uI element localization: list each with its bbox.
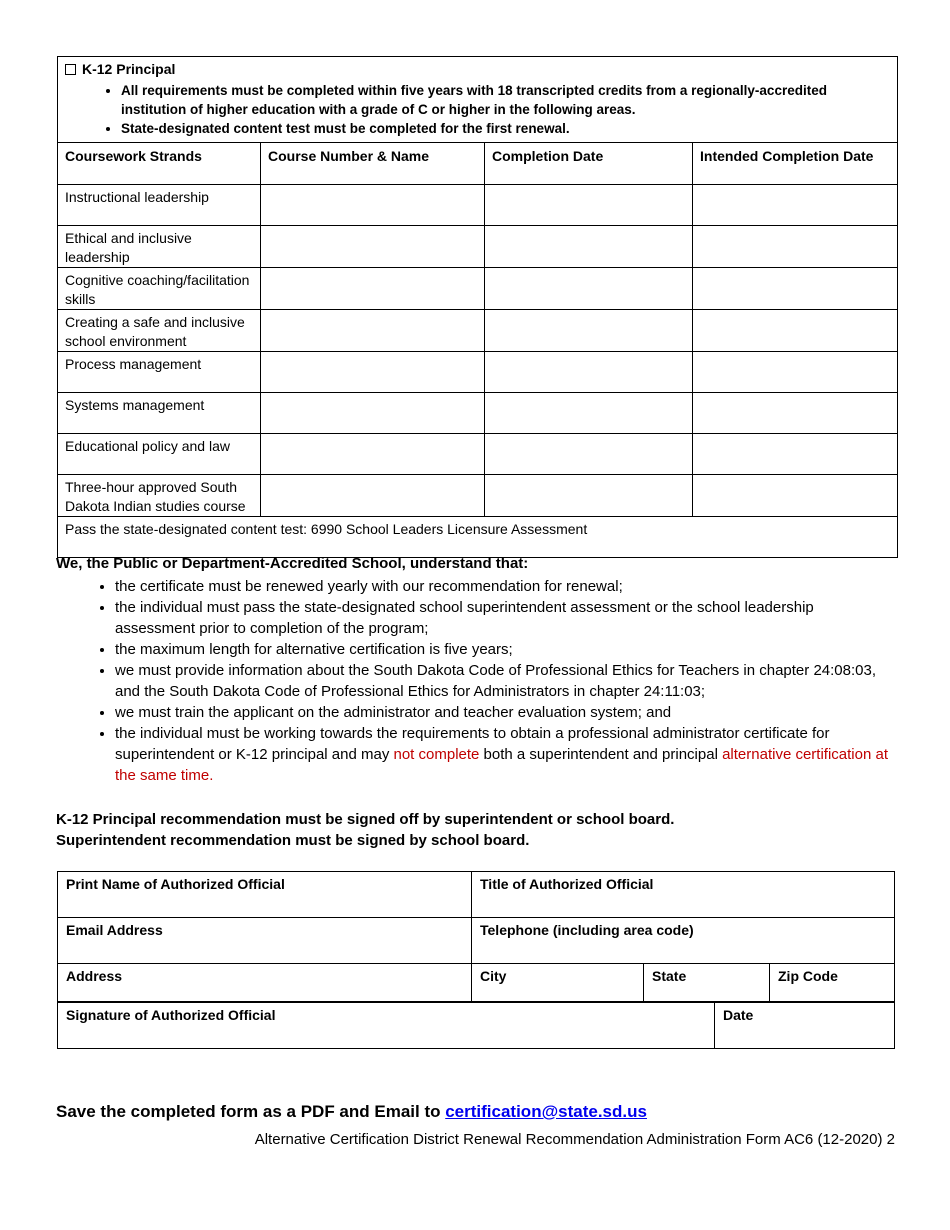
list-item	[115, 723, 896, 786]
strand-label: Ethical and inclusive leadership	[58, 226, 261, 268]
understanding-lead: We, the Public or Department-Accredited School, understand that:	[56, 555, 529, 572]
intended-completion-date-cell[interactable]	[693, 310, 898, 352]
principal-option	[65, 60, 890, 79]
course-number-name-cell[interactable]	[261, 268, 485, 310]
principal-bullet: • All requirements must be completed within five years with 18 transcripted credits from a regionally-accredited institution of higher education with a grade of C or higher in the following areas.	[121, 81, 890, 119]
table-row	[58, 434, 898, 475]
course-number-name-cell[interactable]	[261, 185, 485, 226]
list-item: • the individual must pass the state-designated school superintendent assessment or the school leadership assessment prior to completion of the program;	[115, 597, 896, 639]
certification-email-link[interactable]: certification@state.sd.us	[445, 1102, 647, 1121]
city-field[interactable]	[472, 964, 644, 1003]
official-title-field[interactable]	[472, 872, 895, 918]
list-item: • the certificate must be renewed yearly with our recommendation for renewal;	[115, 576, 896, 597]
list-item: • we must provide information about the South Dakota Code of Professional Ethics for Teachers in chapter 24:08:03, and the South Dakota Code of Professional Ethics for Administrators in chapter 24:11:03;	[115, 660, 896, 702]
header-course-number-name: Course Number & Name	[261, 143, 485, 185]
principal-title: K-12 Principal	[82, 61, 176, 77]
table-row	[58, 226, 898, 268]
table-row	[58, 185, 898, 226]
form-identifier: Alternative Certification District Renewal Recommendation Administration Form AC6 (12-2020) 2	[254, 1131, 895, 1148]
completion-date-cell[interactable]	[485, 310, 693, 352]
save-instruction	[56, 1102, 647, 1122]
strand-label: Cognitive coaching/facilitation skills	[58, 268, 261, 310]
strand-label: Systems management	[58, 393, 261, 434]
signature-table	[57, 871, 895, 1049]
completion-date-cell[interactable]	[485, 352, 693, 393]
address-label: Address	[66, 968, 123, 984]
course-number-name-cell[interactable]	[261, 393, 485, 434]
signoff-notes	[56, 809, 896, 851]
email-label: Email Address	[66, 922, 163, 938]
course-number-name-cell[interactable]	[261, 352, 485, 393]
signature-field[interactable]	[58, 1002, 715, 1049]
intended-completion-date-cell[interactable]	[693, 434, 898, 475]
zip-code-label: Zip Code	[778, 968, 838, 984]
warning-text: not complete	[393, 746, 480, 763]
signature-label: Signature of Authorized Official	[66, 1007, 276, 1023]
intended-completion-date-cell[interactable]	[693, 226, 898, 268]
warning-text: alternative certification at the same time.	[115, 746, 888, 784]
address-field[interactable]	[58, 964, 472, 1003]
course-number-name-cell[interactable]	[261, 226, 485, 268]
understanding-section	[56, 553, 896, 786]
table-row	[58, 310, 898, 352]
save-instruction-text: Save the completed form as a PDF and Email to	[56, 1102, 446, 1121]
telephone-label: Telephone (including area code)	[480, 922, 694, 938]
principal-signoff-note: K-12 Principal recommendation must be signed off by superintendent or school board.	[56, 811, 675, 828]
intended-completion-date-cell[interactable]	[693, 475, 898, 517]
list-item-text: both a superintendent and principal	[479, 746, 723, 763]
header-completion-date: Completion Date	[485, 143, 693, 185]
print-name-field[interactable]	[58, 872, 472, 918]
principal-bullets	[65, 81, 890, 138]
intended-completion-date-cell[interactable]	[693, 352, 898, 393]
course-number-name-cell[interactable]	[261, 434, 485, 475]
course-number-name-cell[interactable]	[261, 475, 485, 517]
understanding-list	[56, 576, 896, 786]
strand-label: Instructional leadership	[58, 185, 261, 226]
intended-completion-date-cell[interactable]	[693, 268, 898, 310]
completion-date-cell[interactable]	[485, 226, 693, 268]
header-intended-completion-date: Intended Completion Date	[693, 143, 898, 185]
print-name-label: Print Name of Authorized Official	[66, 876, 285, 892]
list-item: • we must train the applicant on the administrator and teacher evaluation system; and	[115, 702, 896, 723]
intended-completion-date-cell[interactable]	[693, 393, 898, 434]
state-label: State	[652, 968, 687, 984]
principal-checkbox[interactable]	[65, 64, 76, 75]
principal-requirements-box	[58, 57, 898, 143]
table-row	[58, 393, 898, 434]
list-item: • the maximum length for alternative certification is five years;	[115, 639, 896, 660]
completion-date-cell[interactable]	[485, 434, 693, 475]
table-row	[58, 268, 898, 310]
content-test-row: Pass the state-designated content test: 6990 School Leaders Licensure Assessment	[58, 517, 898, 558]
email-field[interactable]	[58, 918, 472, 964]
list-item-text: the individual must be working towards the requirements to obtain a professional administrator certificate for superintendent or K-12 principal and may	[115, 725, 830, 763]
date-label: Date	[723, 1007, 754, 1023]
completion-date-cell[interactable]	[485, 475, 693, 517]
official-title-label: Title of Authorized Official	[480, 876, 654, 892]
header-coursework-strands: Coursework Strands	[58, 143, 261, 185]
strand-label: Process management	[58, 352, 261, 393]
intended-completion-date-cell[interactable]	[693, 185, 898, 226]
principal-bullet: • State-designated content test must be completed for the first renewal.	[121, 119, 890, 138]
strand-label: Three-hour approved South Dakota Indian studies course	[58, 475, 261, 517]
table-row	[58, 475, 898, 517]
table-row	[58, 352, 898, 393]
city-label: City	[480, 968, 507, 984]
state-field[interactable]	[644, 964, 770, 1003]
strand-label: Educational policy and law	[58, 434, 261, 475]
course-number-name-cell[interactable]	[261, 310, 485, 352]
superintendent-signoff-note: Superintendent recommendation must be signed by school board.	[56, 832, 530, 849]
coursework-table	[57, 56, 898, 558]
telephone-field[interactable]	[472, 918, 895, 964]
completion-date-cell[interactable]	[485, 185, 693, 226]
zip-code-field[interactable]	[770, 964, 895, 1003]
strand-label: Creating a safe and inclusive school environment	[58, 310, 261, 352]
date-field[interactable]	[715, 1002, 895, 1049]
completion-date-cell[interactable]	[485, 393, 693, 434]
completion-date-cell[interactable]	[485, 268, 693, 310]
